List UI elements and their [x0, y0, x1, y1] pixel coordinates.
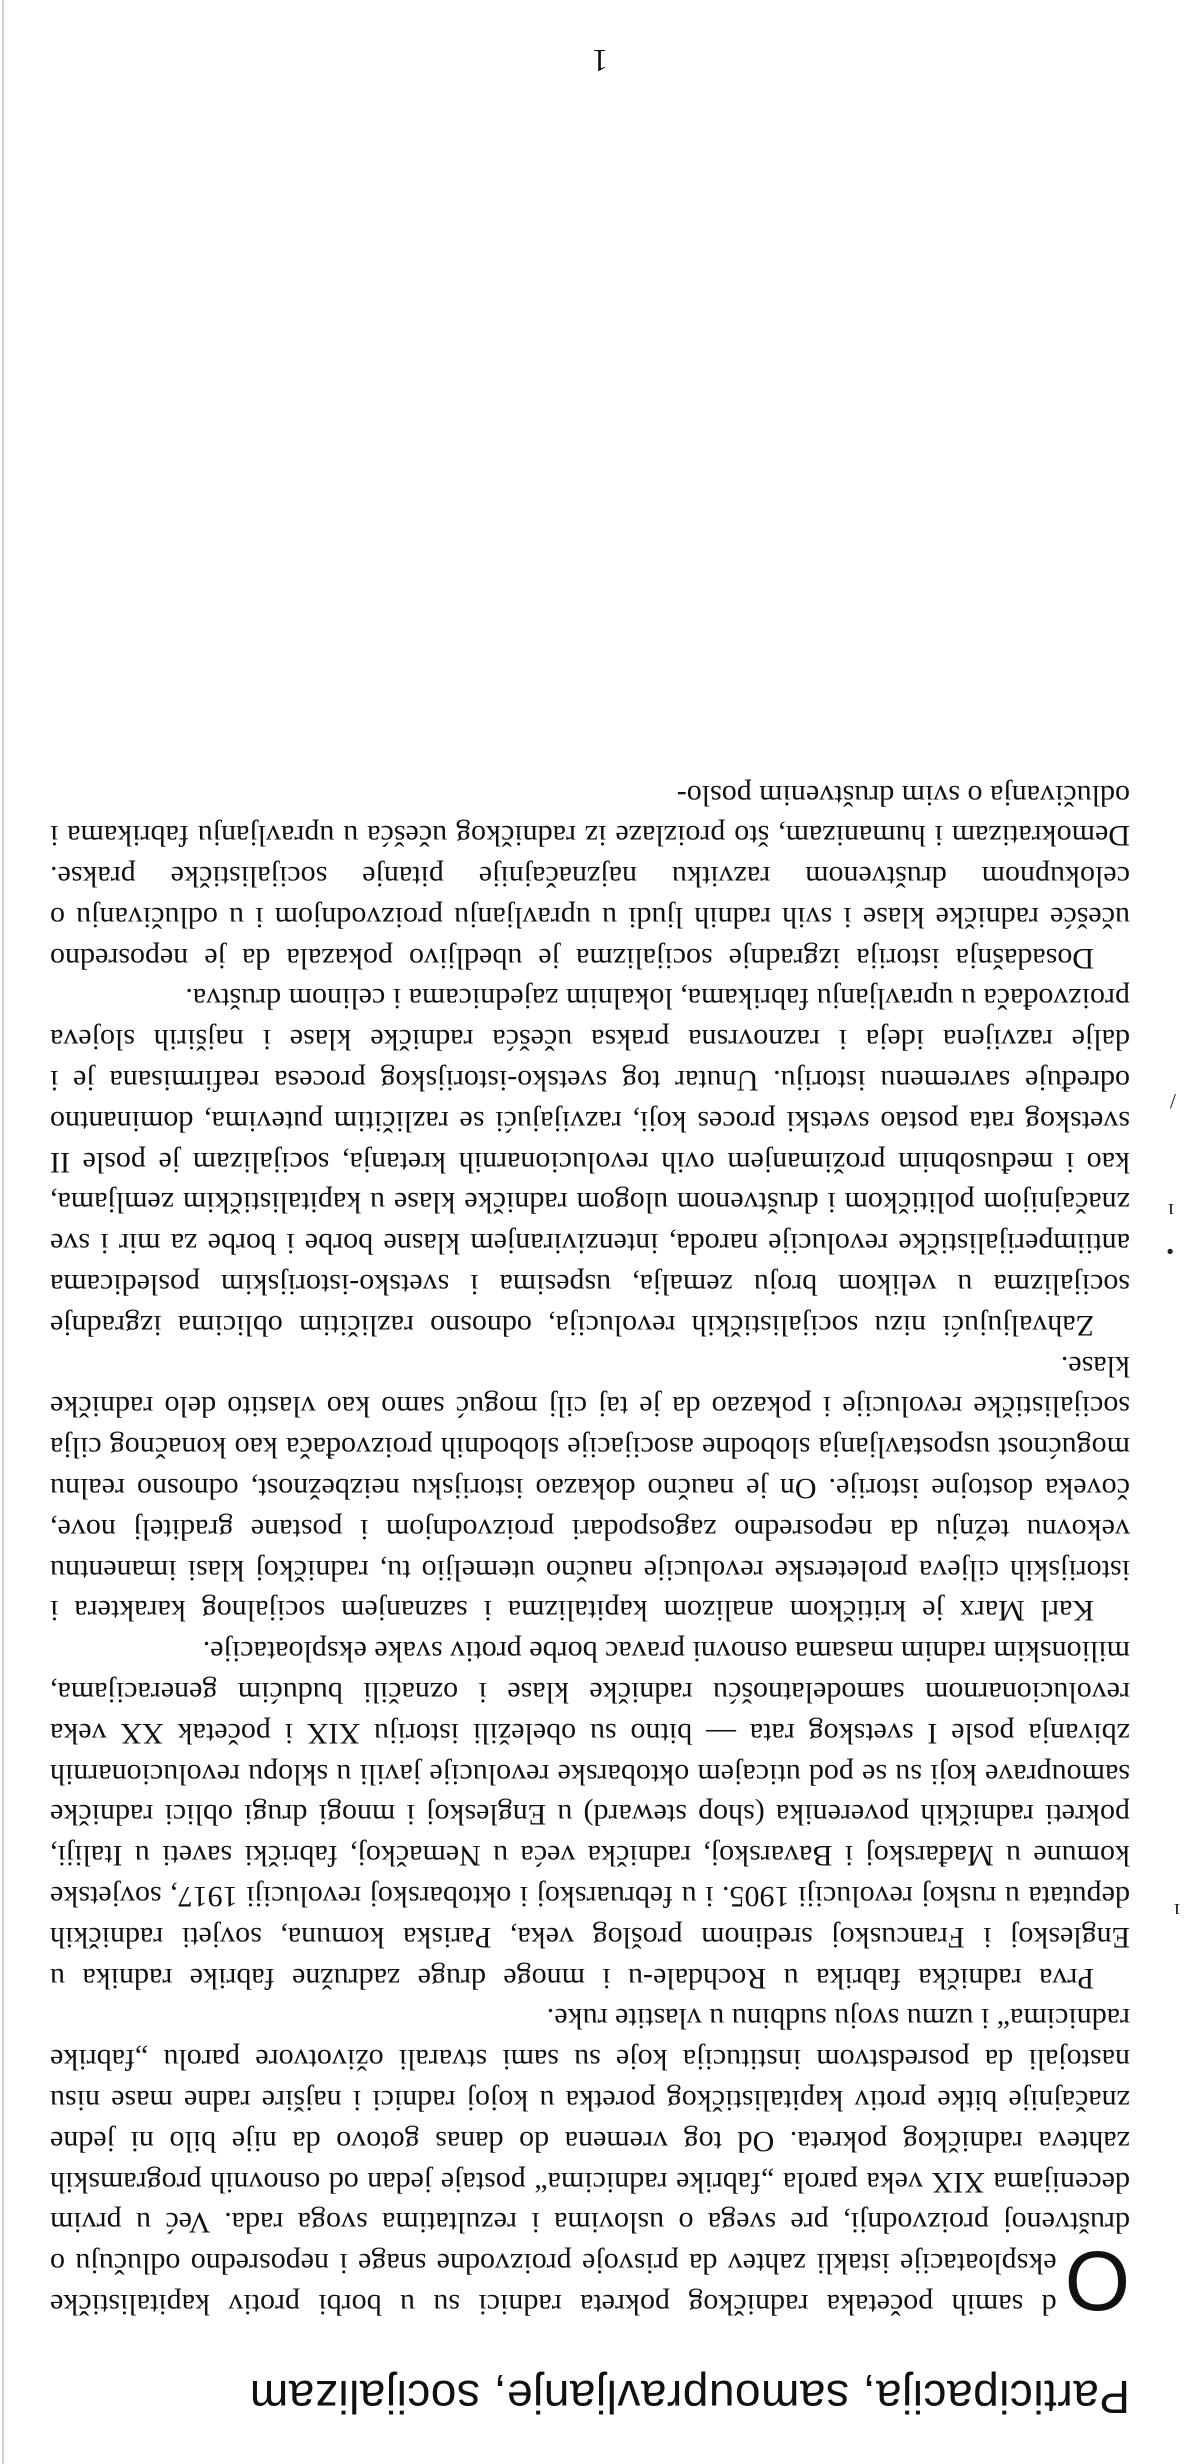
paragraph-4: Zahvaljujući nizu socijalističkih revolucija, odnosno različitim oblicima izgradnje socijalizma u velikom broju zemalja, uspesima i svetsko-istorijskim posledicama antiimperijalističke revolucije naroda, intenziviranjem klasne borbe i borbe za mir i sve značajnijom političkom i društvenom ulogom radničke klase u kapitalističkim zemljama, kao i međusobnim prožimanjem ovih revolucionarnih kretanja, socijalizam je posle II svetskog rata postao svetski proces koji, razvijajući se različitim putevima, dominantno određuje savremenu istoriju. Unutar tog svetsko-istorijskog procesa reafirmisana je i dalje razvijena ideja i raznovrsna praksa učešća radničke klase i najširih slojeva proizvođača u upravljanju fabrikama, lokalnim zajednicama i celinom društva. — [50, 982, 1130, 1342]
margin-mark: • — [1166, 1239, 1174, 1264]
paragraph-1-text: d samih početaka radničkog pokreta radnici su u borbi protiv kapitalističke eksploatacije istakli zahtev da prisvoje proizvodne snage i neposredno odlučuju o društvenoj proizvodnji, pre svega o uslovima i rezultatima svoga rada. Već u prvim decenijama XIX veka parola „fabrike radnicima“ postaje jedan od osnovnih programskih zahteva radničkog pokreta. Od tog vremena do danas gotovo da nije bilo ni jedne značajnije bitke protiv kapitalističkog poretka u kojoj radnici i najšire radne mase nisu nastojali da posredstvom institucija koje su sami stvarali oživotvore parolu „fabrike radnicima“ i uzmu svoju sudbinu u vlastite ruke. — [50, 2002, 1130, 2321]
paragraph-3: Karl Marx je kritičkom analizom kapitalizma i saznanjem socijalnog karaktera i istorijskih ciljeva proleterske revolucije naučno utemeljio tu, radničkoj klasi imanentnu vekovnu težnju da neposredno zagospodari proizvodnjom i postane graditelj nove, čoveka dostojne istorije. On je naučno dokazao istorijsku neizbežnost, odnosno realnu mogućnost uspostavljanja slobodne asocijacije slobodnih proizvođača kao konačnog cilja socijalističke revolucije i pokazao da je taj cilj moguć samo kao vlastito delo radničke klase. — [50, 1349, 1130, 1628]
page-title: Participacija, samoupravljanje, socijalizam — [249, 2371, 1130, 2423]
paragraph-2: Prva radnička fabrika u Rochdale-u i mnoge druge zadružne fabrike radnika u Engleskoj i Francuskoj sredinom prošlog veka, Pariska komuna, sovjeti radničkih deputata u ruskoj revoluciji 1905. i u februarskoj i oktobarskoj revoluciji 1917, sovjetske komune u Mađarskoj i Bavarskoj, radnička veća u Nemačkoj, fabrički saveti u Italiji, pokreti radničkih poverenika (shop steward) u Engleskoj i mnogi drugi oblici radničke samouprave koji su se pod uticajem oktobarske revolucije javili u sklopu revolucionarnih zbivanja posle I svetskog rata — bitno su obeležili istoriju XIX i početak XX veka revolucionarnom samodelatnošću radničke klase i označili budućim generacijama, milionskim radnim masama osnovni pravac borbe protiv svake eksploatacije. — [50, 1635, 1130, 1995]
article-body — [50, 774, 1130, 2328]
paragraph-1 — [50, 1998, 1130, 2328]
margin-mark: ı — [1173, 1899, 1180, 1924]
drop-cap: O — [1064, 2234, 1130, 2328]
paragraph-5: Dosadašnja istorija izgradnje socijalizma je ubedljivo pokazala da je neposredno učešće radničke klase i svih radnih ljudi u upravljanju proizvodnjom i u odlučivanju o celokupnom društvenom razvitku najznačajnije pitanje socijalističke prakse. Demokratizam i humanizam, što proizlaze iz radničkog učešća u upravljanju fabrikama i odlučivanja o svim društvenim poslo- — [50, 778, 1130, 975]
page-edge-line — [2, 0, 4, 2464]
margin-mark: / — [1169, 1089, 1176, 1114]
margin-mark: ı — [1167, 1199, 1174, 1224]
page-number: 1 — [592, 43, 608, 79]
